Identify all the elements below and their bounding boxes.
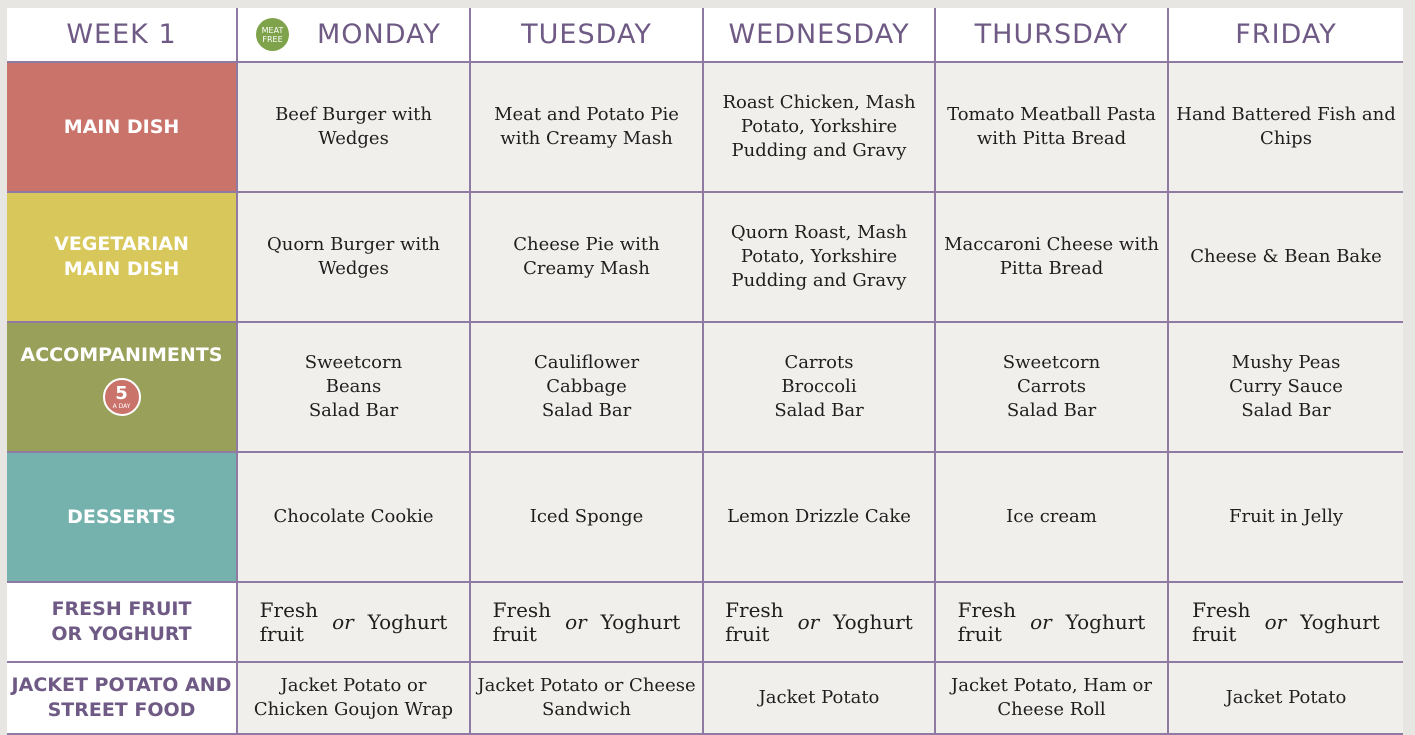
accompaniments-tuesday bbox=[471, 323, 704, 453]
menu-grid bbox=[7, 8, 1403, 735]
day-header-friday: FRIDAY bbox=[1169, 8, 1403, 63]
row-label-accompaniments bbox=[7, 323, 238, 453]
meat-free-line-1: MEAT bbox=[261, 25, 284, 35]
accompaniment-item: Salad Bar bbox=[1241, 400, 1331, 421]
fruit-monday bbox=[238, 583, 471, 663]
label-line: VEGETARIAN bbox=[54, 233, 189, 255]
accompaniment-item: Cabbage bbox=[546, 376, 627, 397]
main-dish-monday: Beef Burger with Wedges bbox=[238, 63, 471, 193]
accompaniment-item: Salad Bar bbox=[774, 400, 864, 421]
row-label-desserts: DESSERTS bbox=[7, 453, 238, 583]
veg-dish-thursday: Maccaroni Cheese with Pitta Bread bbox=[936, 193, 1169, 323]
day-header-wednesday: WEDNESDAY bbox=[704, 8, 936, 63]
accompaniment-item: Sweetcorn bbox=[304, 352, 403, 373]
label-line: MAIN DISH bbox=[63, 258, 180, 280]
accompaniment-item: Broccoli bbox=[781, 376, 857, 397]
row-label-jacket-potato bbox=[7, 663, 238, 735]
fresh-word: Fresh bbox=[259, 598, 319, 622]
week-label: WEEK 1 bbox=[7, 8, 238, 63]
yoghurt-word: Yoghurt bbox=[1300, 610, 1380, 634]
jacket-friday: Jacket Potato bbox=[1169, 663, 1403, 735]
main-dish-tuesday: Meat and Potato Pie with Creamy Mash bbox=[471, 63, 704, 193]
row-label-fresh-fruit bbox=[7, 583, 238, 663]
fruit-friday bbox=[1169, 583, 1403, 663]
or-word: or bbox=[565, 610, 587, 634]
or-word: or bbox=[797, 610, 820, 634]
fruit-wednesday bbox=[704, 583, 936, 663]
yoghurt-word: Yoghurt bbox=[600, 610, 681, 634]
fruit-word: fruit bbox=[492, 622, 537, 646]
jacket-tuesday: Jacket Potato or Cheese Sandwich bbox=[471, 663, 704, 735]
or-word: or bbox=[1264, 610, 1287, 634]
badge-text: A DAY bbox=[112, 402, 131, 410]
label-line: JACKET POTATO AND bbox=[11, 674, 232, 696]
fruit-word: fruit bbox=[957, 622, 1002, 646]
veg-dish-friday: Cheese & Bean Bake bbox=[1169, 193, 1403, 323]
day-header-monday bbox=[238, 8, 471, 63]
menu-sheet bbox=[7, 8, 1403, 735]
dessert-monday: Chocolate Cookie bbox=[238, 453, 471, 583]
main-dish-thursday: Tomato Meatball Pasta with Pitta Bread bbox=[936, 63, 1169, 193]
veg-dish-monday: Quorn Burger with Wedges bbox=[238, 193, 471, 323]
fresh-word: Fresh bbox=[1192, 598, 1251, 622]
day-header-thursday: THURSDAY bbox=[936, 8, 1169, 63]
dessert-thursday: Ice cream bbox=[936, 453, 1169, 583]
fresh-word: Fresh bbox=[725, 598, 784, 622]
veg-dish-wednesday: Quorn Roast, Mash Potato, Yorkshire Pudding and Gravy bbox=[704, 193, 936, 323]
accompaniments-wednesday bbox=[704, 323, 936, 453]
accompaniment-item: Beans bbox=[325, 376, 382, 397]
accompaniments-thursday bbox=[936, 323, 1169, 453]
accompaniment-item: Curry Sauce bbox=[1229, 376, 1343, 397]
fresh-word: Fresh bbox=[492, 598, 552, 622]
label-line: ACCOMPANIMENTS bbox=[20, 344, 223, 366]
main-dish-friday: Hand Battered Fish and Chips bbox=[1169, 63, 1403, 193]
accompaniments-friday bbox=[1169, 323, 1403, 453]
accompaniment-item: Salad Bar bbox=[541, 400, 632, 421]
accompaniment-item: Sweetcorn bbox=[1002, 352, 1101, 373]
accompaniment-item: Salad Bar bbox=[308, 400, 399, 421]
accompaniment-item: Mushy Peas bbox=[1231, 352, 1341, 373]
label-line: FRESH FRUIT bbox=[51, 598, 192, 620]
fresh-word: Fresh bbox=[957, 598, 1017, 622]
yoghurt-word: Yoghurt bbox=[1065, 610, 1146, 634]
accompaniment-item: Cauliflower bbox=[533, 352, 640, 373]
main-dish-wednesday: Roast Chicken, Mash Potato, Yorkshire Pudding and Gravy bbox=[704, 63, 936, 193]
veg-dish-tuesday: Cheese Pie with Creamy Mash bbox=[471, 193, 704, 323]
day-label: MONDAY bbox=[317, 18, 441, 50]
label-line: STREET FOOD bbox=[47, 699, 196, 721]
meat-free-line-2: FREE bbox=[262, 34, 283, 44]
fruit-thursday bbox=[936, 583, 1169, 663]
row-label-vegetarian bbox=[7, 193, 238, 323]
meat-free-badge bbox=[256, 18, 289, 51]
yoghurt-word: Yoghurt bbox=[833, 610, 913, 634]
accompaniment-item: Carrots bbox=[1016, 376, 1087, 397]
jacket-thursday: Jacket Potato, Ham or Cheese Roll bbox=[936, 663, 1169, 735]
accompaniment-item: Salad Bar bbox=[1006, 400, 1097, 421]
day-header-tuesday: TUESDAY bbox=[471, 8, 704, 63]
dessert-wednesday: Lemon Drizzle Cake bbox=[704, 453, 936, 583]
accompaniment-item: Carrots bbox=[784, 352, 854, 373]
row-label-main-dish: MAIN DISH bbox=[7, 63, 238, 193]
fruit-word: fruit bbox=[725, 622, 770, 646]
fruit-word: fruit bbox=[259, 622, 304, 646]
dessert-tuesday: Iced Sponge bbox=[471, 453, 704, 583]
or-word: or bbox=[332, 610, 354, 634]
dessert-friday: Fruit in Jelly bbox=[1169, 453, 1403, 583]
label-line: OR YOGHURT bbox=[51, 623, 192, 645]
jacket-wednesday: Jacket Potato bbox=[704, 663, 936, 735]
or-word: or bbox=[1030, 610, 1052, 634]
badge-number: 5 bbox=[115, 382, 128, 404]
jacket-monday: Jacket Potato or Chicken Goujon Wrap bbox=[238, 663, 471, 735]
fruit-tuesday bbox=[471, 583, 704, 663]
yoghurt-word: Yoghurt bbox=[367, 610, 448, 634]
accompaniments-monday bbox=[238, 323, 471, 453]
fruit-word: fruit bbox=[1192, 622, 1237, 646]
five-a-day-badge bbox=[103, 378, 141, 416]
